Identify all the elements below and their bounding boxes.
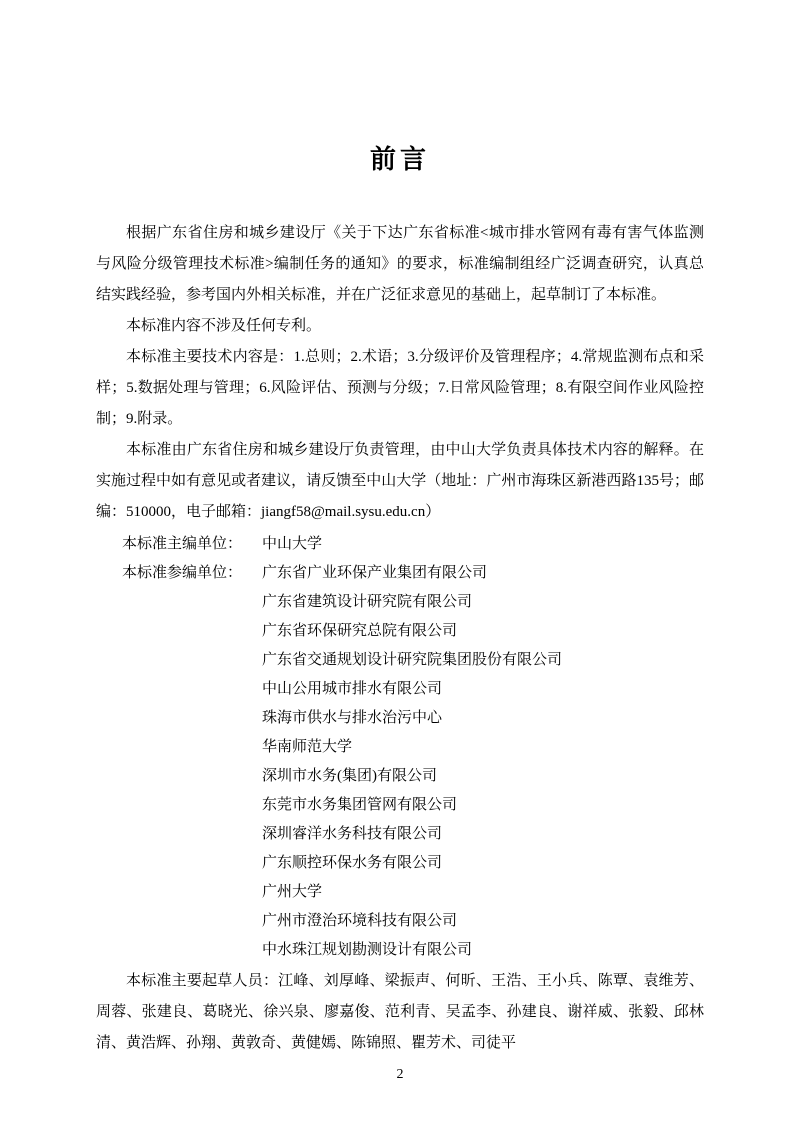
contents-paragraph: 本标准主要技术内容是：1.总则；2.术语；3.分级评价及管理程序；4.常规监测布点和采样；5.数据处理与管理；6.风险评估、预测与分级；7.日常风险管理；8.有限空间作业风险控制；9.附录。 (96, 349, 704, 427)
participant-unit: 中水珠江规划勘测设计有限公司 (262, 942, 473, 958)
participant-units-row (96, 559, 704, 588)
participant-unit: 广东省交通规划设计研究院集团股份有限公司 (262, 652, 563, 668)
management-paragraph: 本标准由广东省住房和城乡建设厅负责管理，由中山大学负责具体技术内容的解释。在实施过程中如有意见或者建议，请反馈至中山大学（地址：广州市海珠区新港西路135号；邮编：510000，电子邮箱：jiangf58@mail.sysu.edu.cn） (96, 442, 704, 520)
chief-editor-value: 中山大学 (262, 536, 323, 552)
participant-unit: 广东省环保研究总院有限公司 (262, 623, 458, 639)
participant-unit: 广东省建筑设计研究院有限公司 (262, 594, 473, 610)
page-number: 2 (396, 1067, 404, 1082)
participant-unit: 广东省广业环保产业集团有限公司 (262, 565, 488, 581)
participant-units-label: 本标准参编单位： (122, 565, 243, 581)
participant-unit: 广州大学 (262, 884, 323, 900)
participant-unit: 华南师范大学 (262, 739, 353, 755)
units-section (96, 530, 704, 965)
participant-unit: 深圳市水务(集团)有限公司 (262, 768, 437, 784)
chief-editor-row (96, 530, 704, 559)
participant-unit: 深圳睿洋水务科技有限公司 (262, 826, 443, 842)
intro-paragraph: 根据广东省住房和城乡建设厅《关于下达广东省标准<城市排水管网有毒有害气体监测与风险分级管理技术标准>编制任务的通知》的要求，标准编制组经广泛调查研究，认真总结实践经验，参考国内外相关标准，并在广泛征求意见的基础上，起草制订了本标准。 (96, 225, 704, 303)
page-title: 前言 (369, 145, 430, 174)
participant-unit: 中山公用城市排水有限公司 (262, 681, 443, 697)
participant-unit: 广州市澄治环境科技有限公司 (262, 913, 458, 929)
participant-unit: 珠海市供水与排水治污中心 (262, 710, 443, 726)
drafters-paragraph: 本标准主要起草人员：江峰、刘厚峰、梁振声、何昕、王浩、王小兵、陈覃、袁维芳、周蓉、张建良、葛晓光、徐兴泉、廖嘉俊、范利青、吴孟李、孙建良、谢祥威、张毅、邱林清、黄浩辉、孙翔、黄敦奇、黄健嫣、陈锦照、瞿芳术、司徒平 (96, 973, 704, 1051)
patent-paragraph: 本标准内容不涉及任何专利。 (126, 318, 322, 334)
participant-unit: 东莞市水务集团管网有限公司 (262, 797, 458, 813)
chief-editor-label: 本标准主编单位： (122, 536, 243, 552)
participant-unit: 广东顺控环保水务有限公司 (262, 855, 443, 871)
